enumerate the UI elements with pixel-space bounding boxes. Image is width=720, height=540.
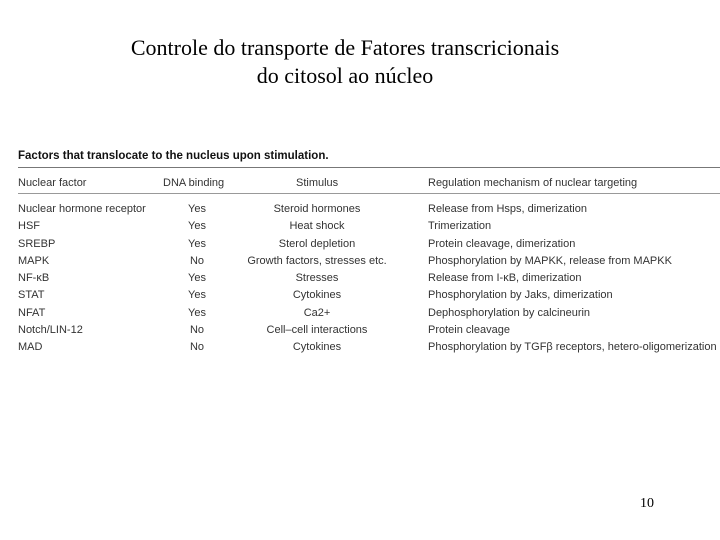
slide-title-line-2: do citosol ao núcleo: [256, 63, 434, 88]
table-row: [0, 201, 720, 218]
cell-dna-binding: Yes: [188, 203, 206, 215]
cell-factor: MAPK: [18, 254, 50, 267]
cell-dna-binding: Yes: [188, 289, 206, 302]
header-dna-binding: DNA binding: [163, 177, 225, 189]
slide-title: [0, 34, 690, 90]
table-row: [0, 322, 720, 339]
header-divider: [18, 193, 720, 194]
header-regulation: Regulation mechanism of nuclear targeting: [428, 177, 638, 189]
cell-factor: MAD: [18, 341, 43, 354]
table-row: [0, 339, 720, 356]
cell-regulation: Release from I-κB, dimerization: [428, 272, 582, 285]
cell-dna-binding: Yes: [188, 272, 206, 285]
cell-stimulus: Growth factors, stresses etc.: [247, 254, 387, 267]
cell-stimulus: Stresses: [295, 272, 339, 285]
cell-factor: NFAT: [18, 306, 46, 319]
cell-regulation: Trimerization: [428, 220, 492, 233]
cell-factor: NF-κB: [18, 272, 50, 285]
cell-stimulus: Heat shock: [289, 220, 345, 233]
table-row: [0, 218, 720, 235]
cell-regulation: Protein cleavage: [428, 324, 510, 337]
cell-dna-binding: No: [189, 341, 205, 354]
table-row: [0, 270, 720, 287]
cell-stimulus: Sterol depletion: [278, 237, 356, 250]
slide-title-line-1: Controle do transporte de Fatores transcricionais: [130, 35, 560, 60]
cell-factor: STAT: [18, 289, 45, 302]
cell-dna-binding: Yes: [188, 306, 206, 319]
cell-stimulus: Ca2+: [303, 306, 331, 319]
table-row: [0, 287, 720, 304]
table-body: [0, 201, 720, 357]
cell-regulation: Phosphorylation by TGFβ receptors, hetero-oligomerization: [428, 341, 717, 354]
cell-dna-binding: Yes: [188, 237, 206, 250]
header-nuclear-factor: Nuclear factor: [18, 177, 87, 189]
cell-stimulus: Cytokines: [292, 289, 342, 302]
cell-regulation: Phosphorylation by MAPKK, release from MAPKK: [428, 254, 672, 267]
table-row: [0, 236, 720, 253]
table-row: [0, 253, 720, 270]
page-number: 10: [640, 496, 654, 511]
cell-regulation: Release from Hsps, dimerization: [428, 203, 587, 215]
cell-regulation: Dephosphorylation by calcineurin: [428, 306, 591, 319]
cell-dna-binding: No: [189, 254, 205, 267]
cell-stimulus: Cell–cell interactions: [266, 324, 368, 337]
cell-factor: Notch/LIN-12: [18, 324, 83, 337]
cell-stimulus: Steroid hormones: [273, 203, 361, 215]
cell-regulation: Protein cleavage, dimerization: [428, 237, 576, 250]
cell-factor: Nuclear hormone receptor: [18, 203, 146, 215]
header-stimulus: Stimulus: [296, 177, 339, 189]
cell-dna-binding: Yes: [188, 220, 206, 233]
caption-divider: [18, 167, 720, 168]
table-caption: Factors that translocate to the nucleus upon stimulation.: [18, 150, 329, 162]
cell-dna-binding: No: [189, 324, 205, 337]
table-row: [0, 305, 720, 322]
cell-stimulus: Cytokines: [292, 341, 342, 354]
cell-factor: SREBP: [18, 237, 56, 250]
cell-factor: HSF: [18, 220, 40, 233]
cell-regulation: Phosphorylation by Jaks, dimerization: [428, 289, 613, 302]
